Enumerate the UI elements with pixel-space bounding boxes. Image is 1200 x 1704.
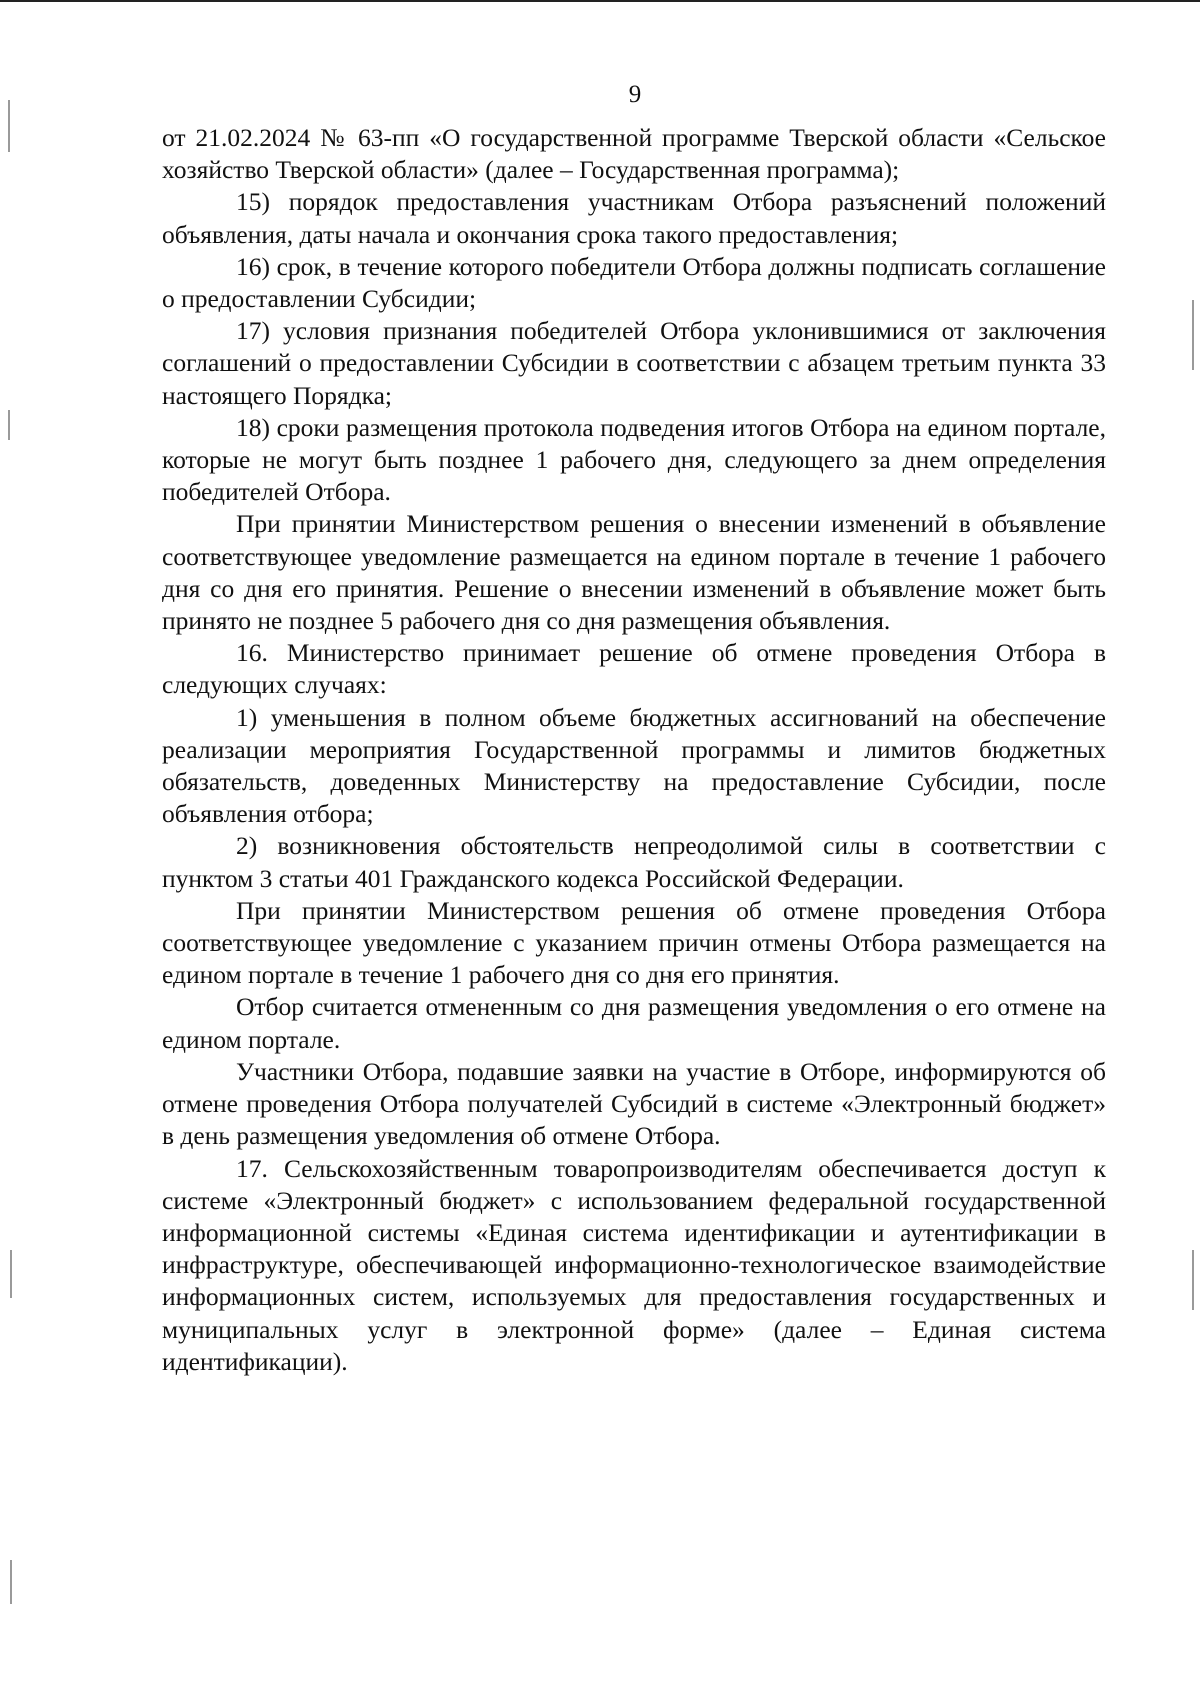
scan-top-border — [0, 0, 1200, 2]
paragraph-section-16: 16. Министерство принимает решение об отмене проведения Отбора в следующих случаях: — [162, 638, 1106, 700]
paragraph-case-2: 2) возникновения обстоятельств непреодолимой силы в соответствии с пунктом 3 статьи 401 Гражданского кодекса Российской Федерации. — [162, 831, 1106, 893]
scan-edge-mark-left-4 — [10, 1560, 12, 1604]
scan-edge-mark-right-2 — [1192, 1250, 1194, 1310]
paragraph-section-17: 17. Сельскохозяйственным товаропроизводителям обеспечивается доступ к системе «Электронный бюджет» с использованием федеральной государственной информационной системы «Единая система идентификации и аутентификации в инфраструктуре, обеспечивающей информационно-технологическое взаимодействие информационных систем, используемых для предоставления государственных и муниципальных услуг в электронной форме» (далее – Единая система идентификации). — [162, 1153, 1106, 1376]
paragraph-item-16: 16) срок, в течение которого победители Отбора должны подписать соглашение о предоставлении Субсидии; — [162, 251, 1106, 314]
paragraph-item-15: 15) порядок предоставления участникам Отбора разъяснений положений объявления, даты начала и окончания срока такого предоставления; — [162, 187, 1106, 249]
scan-edge-mark-left-2 — [8, 410, 10, 440]
paragraph-cancellation-effective: Отбор считается отмененным со дня размещения уведомления о его отмене на едином портале. — [162, 992, 1106, 1054]
paragraph-announcement-changes: При принятии Министерством решения о внесении изменений в объявление соответствующее уведомление размещается на едином портале в течение 1 рабочего дня со дня его принятия. Решение о внесении изменений в объявление может быть принято не позднее 5 рабочего дня со дня размещения объявления. — [162, 509, 1106, 636]
paragraph-participants-informed: Участники Отбора, подавшие заявки на участие в Отборе, информируются об отмене проведения Отбора получателей Субсидий в системе «Электронный бюджет» в день размещения уведомления об отмене Отбора. — [162, 1056, 1106, 1151]
scan-edge-mark-left-3 — [10, 1250, 12, 1298]
paragraph-case-1: 1) уменьшения в полном объеме бюджетных ассигнований на обеспечение реализации мероприятия Государственной программы и лимитов бюджетных обязательств, доведенных Министерству на предоставление Субсидии, после объявления отбора; — [162, 702, 1106, 829]
document-body — [162, 122, 1106, 1378]
scan-edge-mark-right-1 — [1192, 300, 1194, 370]
page-number: 9 — [628, 81, 642, 108]
paragraph-item-17: 17) условия признания победителей Отбора уклонившимися от заключения соглашений о предоставлении Субсидии в соответствии с абзацем третьим пункта 33 настоящего Порядка; — [162, 316, 1106, 410]
paragraph-cancellation-notice: При принятии Министерством решения об отмене проведения Отбора соответствующее уведомление с указанием причин отмены Отбора размещается на едином портале в течение 1 рабочего дня со дня его принятия. — [162, 895, 1106, 990]
paragraph-item-18: 18) сроки размещения протокола подведения итогов Отбора на едином портале, которые не могут быть позднее 1 рабочего дня, следующего за днем определения победителей Отбора. — [162, 412, 1106, 507]
paragraph-program-reference: от 21.02.2024 № 63-пп «О государственной программе Тверской области «Сельское хозяйство Тверской области» (далее – Государственная программа); — [162, 123, 1106, 185]
